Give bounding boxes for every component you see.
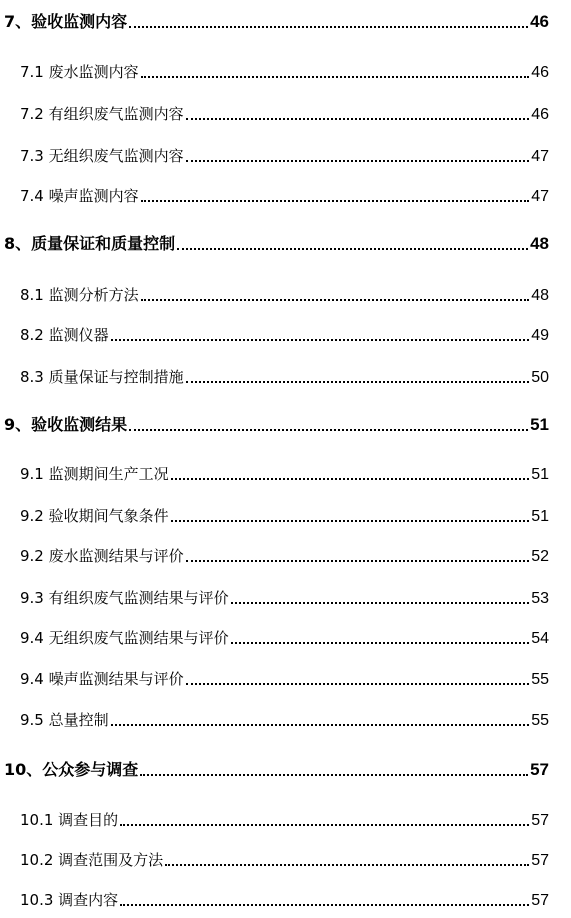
toc-chapter-entry[interactable]: [0, 756, 571, 780]
toc-leader-dots: [186, 381, 530, 383]
toc-page-number: 47: [531, 188, 549, 205]
toc-section-entry[interactable]: [0, 142, 571, 166]
toc-entry-title: 9、验收监测结果: [4, 415, 128, 434]
toc-entry-title: 8.2 监测仪器: [20, 326, 109, 344]
toc-leader-dots: [231, 602, 530, 604]
toc-page-number: 47: [531, 148, 549, 165]
toc-entry-title: 7、验收监测内容: [4, 12, 128, 31]
toc-section-entry[interactable]: [0, 321, 571, 345]
toc-section-entry[interactable]: [0, 584, 571, 608]
toc-entry-title: 9.4 无组织废气监测结果与评价: [20, 629, 229, 647]
toc-entry-title: 8.3 质量保证与控制措施: [20, 368, 184, 386]
toc-section-entry[interactable]: [0, 806, 571, 830]
toc-section-entry[interactable]: [0, 706, 571, 730]
toc-entry-title: 9.2 废水监测结果与评价: [20, 547, 184, 565]
toc-page-number: 46: [531, 64, 549, 81]
toc-page-number: 57: [531, 812, 549, 829]
toc-page-number: 57: [530, 760, 549, 779]
toc-leader-dots: [186, 118, 530, 120]
toc-page-number: 55: [531, 671, 549, 688]
toc-section-entry[interactable]: [0, 542, 571, 566]
toc-entry-title: 10.2 调查范围及方法: [20, 851, 164, 869]
toc-page-number: 46: [531, 106, 549, 123]
toc-leader-dots: [231, 642, 530, 644]
toc-page-number: 46: [530, 12, 549, 31]
toc-leader-dots: [120, 904, 529, 906]
toc-entry-title: 9.5 总量控制: [20, 711, 109, 729]
toc-page-number: 48: [531, 287, 549, 304]
toc-page-number: 55: [531, 712, 549, 729]
toc-entry-title: 10、公众参与调查: [4, 760, 139, 779]
toc-leader-dots: [120, 824, 529, 826]
toc-page-number: 54: [531, 630, 549, 647]
toc-page-number: 48: [530, 234, 549, 253]
toc-entry-title: 10.3 调查内容: [20, 891, 119, 909]
toc-leader-dots: [171, 478, 530, 480]
toc-page-number: 50: [531, 369, 549, 386]
toc-entry-title: 10.1 调查目的: [20, 811, 119, 829]
toc-section-entry[interactable]: [0, 502, 571, 526]
toc-section-entry[interactable]: [0, 363, 571, 387]
toc-chapter-entry[interactable]: [0, 230, 571, 254]
toc-leader-dots: [129, 429, 528, 431]
toc-leader-dots: [186, 160, 530, 162]
toc-page-number: 57: [531, 852, 549, 869]
toc-leader-dots: [129, 26, 528, 28]
toc-section-entry[interactable]: [0, 58, 571, 82]
toc-leader-dots: [177, 248, 528, 250]
toc-page-number: 52: [531, 548, 549, 565]
toc-page-number: 51: [530, 415, 549, 434]
toc-leader-dots: [186, 560, 530, 562]
toc-leader-dots: [140, 774, 528, 776]
toc-leader-dots: [141, 200, 530, 202]
toc-entry-title: 9.3 有组织废气监测结果与评价: [20, 589, 229, 607]
toc-section-entry[interactable]: [0, 665, 571, 689]
toc-entry-title: 7.1 废水监测内容: [20, 63, 139, 81]
toc-page-number: 51: [531, 508, 549, 525]
toc-leader-dots: [111, 339, 530, 341]
toc-chapter-entry[interactable]: [0, 8, 571, 32]
toc-section-entry[interactable]: [0, 624, 571, 648]
toc-entry-title: 9.1 监测期间生产工况: [20, 465, 169, 483]
toc-page-number: 51: [531, 466, 549, 483]
toc-section-entry[interactable]: [0, 846, 571, 870]
toc-leader-dots: [186, 683, 530, 685]
toc-leader-dots: [141, 76, 530, 78]
toc-entry-title: 7.2 有组织废气监测内容: [20, 105, 184, 123]
toc-chapter-entry[interactable]: [0, 411, 571, 435]
toc-entry-title: 8.1 监测分析方法: [20, 286, 139, 304]
toc-page-number: 49: [531, 327, 549, 344]
toc-entry-title: 7.3 无组织废气监测内容: [20, 147, 184, 165]
toc-leader-dots: [165, 864, 529, 866]
toc-section-entry[interactable]: [0, 182, 571, 206]
toc-leader-dots: [141, 299, 530, 301]
toc-page-number: 53: [531, 590, 549, 607]
toc-entry-title: 8、质量保证和质量控制: [4, 234, 176, 253]
toc-section-entry[interactable]: [0, 100, 571, 124]
toc-leader-dots: [171, 520, 530, 522]
toc-section-entry[interactable]: [0, 460, 571, 484]
toc-entry-title: 7.4 噪声监测内容: [20, 187, 139, 205]
toc-section-entry[interactable]: [0, 886, 571, 910]
toc-entry-title: 9.4 噪声监测结果与评价: [20, 670, 184, 688]
toc-entry-title: 9.2 验收期间气象条件: [20, 507, 169, 525]
toc-section-entry[interactable]: [0, 281, 571, 305]
toc-leader-dots: [111, 724, 530, 726]
toc-page-number: 57: [531, 892, 549, 909]
